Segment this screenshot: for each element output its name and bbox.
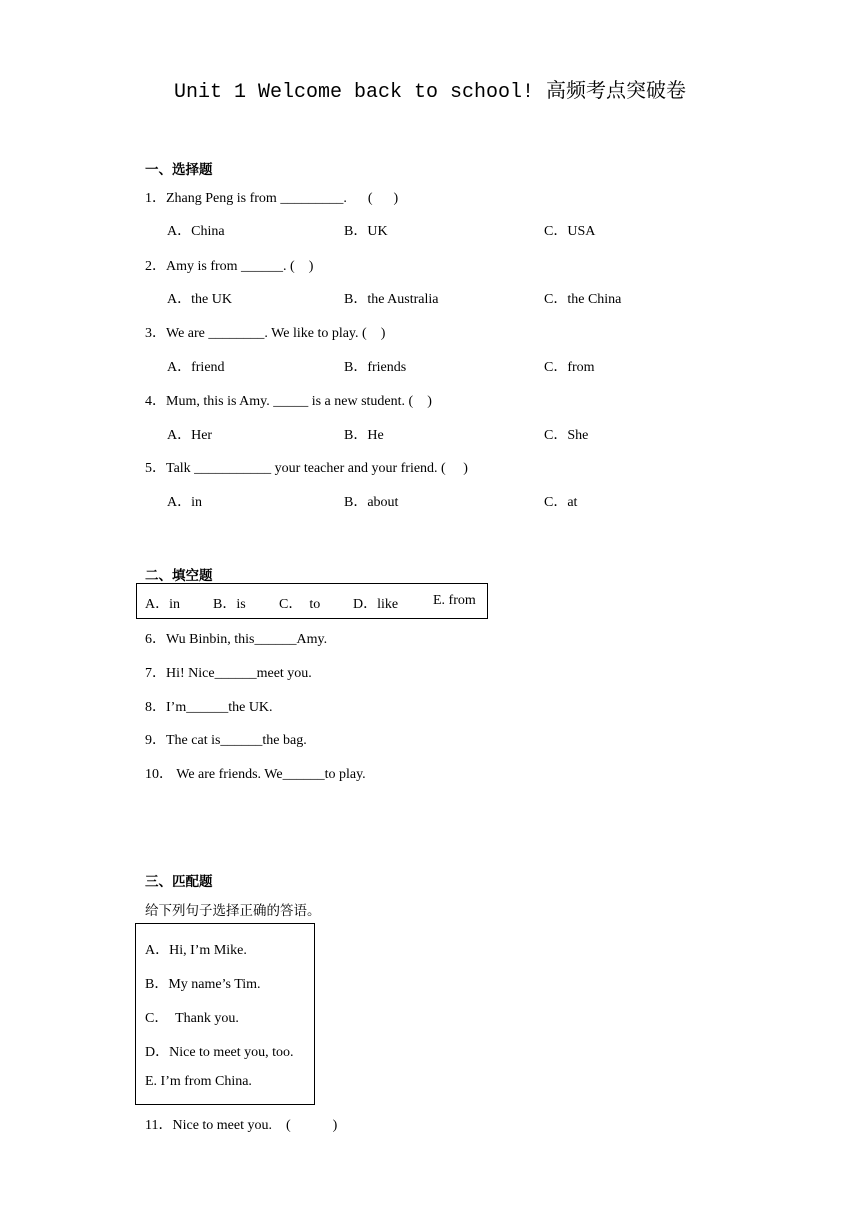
question-10: 10． We are friends. We______to play. (145, 767, 366, 782)
word-bank-item: A．in (145, 597, 180, 612)
question-8: 8．I’m______the UK. (145, 700, 273, 715)
question-6: 6．Wu Binbin, this______Amy. (145, 632, 328, 647)
page-title: Unit 1 Welcome back to school! 高频考点突破卷 (173, 81, 687, 104)
answer-option: B．My name’s Tim. (145, 977, 261, 992)
word-bank-item: B．is (213, 597, 246, 612)
q1-option-a: A．China (167, 224, 225, 239)
q1-option-b: B．UK (344, 224, 388, 239)
word-bank-item: C． to (279, 597, 321, 612)
question-2: 2．Amy is from ______. ( ) (145, 259, 314, 274)
question-3: 3．We are ________. We like to play. ( ) (145, 326, 386, 341)
answer-option: C． Thank you. (145, 1011, 239, 1026)
q3-option-b: B．friends (344, 360, 407, 375)
word-bank-item: D．like (353, 597, 399, 612)
question-1: 1．Zhang Peng is from _________. ( ) (145, 191, 399, 206)
question-11: 11．Nice to meet you. ( ) (145, 1118, 338, 1133)
q3-option-c: C．from (544, 360, 595, 375)
question-7: 7．Hi! Nice______meet you. (145, 666, 312, 681)
matching-instruction: 给下列句子选择正确的答语。 (145, 903, 321, 919)
answer-option: E. I’m from China. (145, 1074, 252, 1089)
section-heading-fill-in: 二、填空题 (145, 568, 213, 584)
q4-option-c: C．She (544, 428, 589, 443)
question-5: 5．Talk ___________ your teacher and your friend. ( ) (145, 461, 468, 476)
q2-option-a: A．the UK (167, 292, 232, 307)
word-bank-item: E. from (433, 593, 476, 608)
q5-option-c: C．at (544, 495, 578, 510)
q2-option-b: B．the Australia (344, 292, 439, 307)
answer-option: A．Hi, I’m Mike. (145, 943, 247, 958)
q3-option-a: A．friend (167, 360, 225, 375)
q5-option-b: B．about (344, 495, 399, 510)
q4-option-a: A．Her (167, 428, 213, 443)
q1-option-c: C．USA (544, 224, 596, 239)
q5-option-a: A．in (167, 495, 202, 510)
word-bank-box (136, 583, 488, 619)
q2-option-c: C．the China (544, 292, 622, 307)
answer-option: D．Nice to meet you, too. (145, 1045, 294, 1060)
question-4: 4．Mum, this is Amy. _____ is a new student. ( ) (145, 394, 432, 409)
question-9: 9．The cat is______the bag. (145, 733, 307, 748)
section-heading-choice: 一、选择题 (145, 162, 213, 178)
answer-options-box (135, 923, 315, 1105)
section-heading-matching: 三、匹配题 (145, 874, 213, 890)
q4-option-b: B．He (344, 428, 384, 443)
